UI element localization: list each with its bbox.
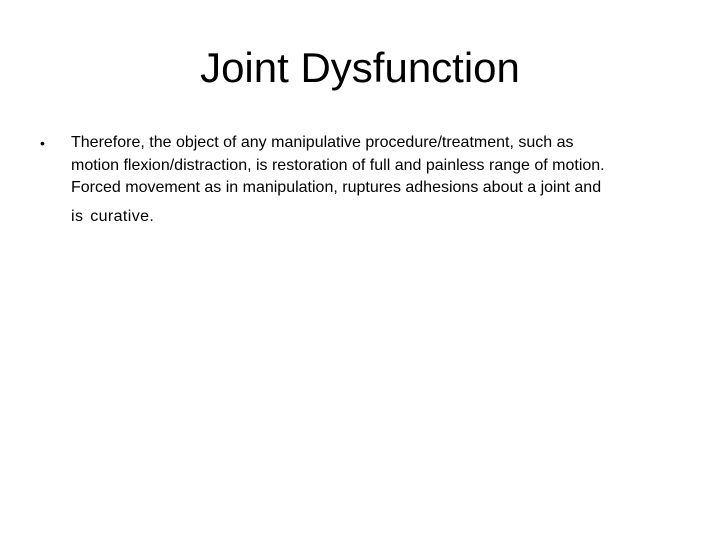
bullet-dot-icon: •: [40, 135, 45, 151]
bullet-text-line-2: motion flexion/distraction, is restoration of full and painless range of motion.: [71, 156, 605, 174]
bullet-list: [36, 132, 686, 228]
slide-title: Joint Dysfunction: [200, 44, 520, 91]
bullet-item: [36, 132, 686, 228]
bullet-text-line-4: is curative.: [71, 207, 155, 225]
bullet-text-line-3: Forced movement as in manipulation, ruptures adhesions about a joint and: [71, 179, 602, 196]
bullet-text-line-1: Therefore, the object of any manipulative procedure/treatment, such as: [71, 134, 574, 151]
